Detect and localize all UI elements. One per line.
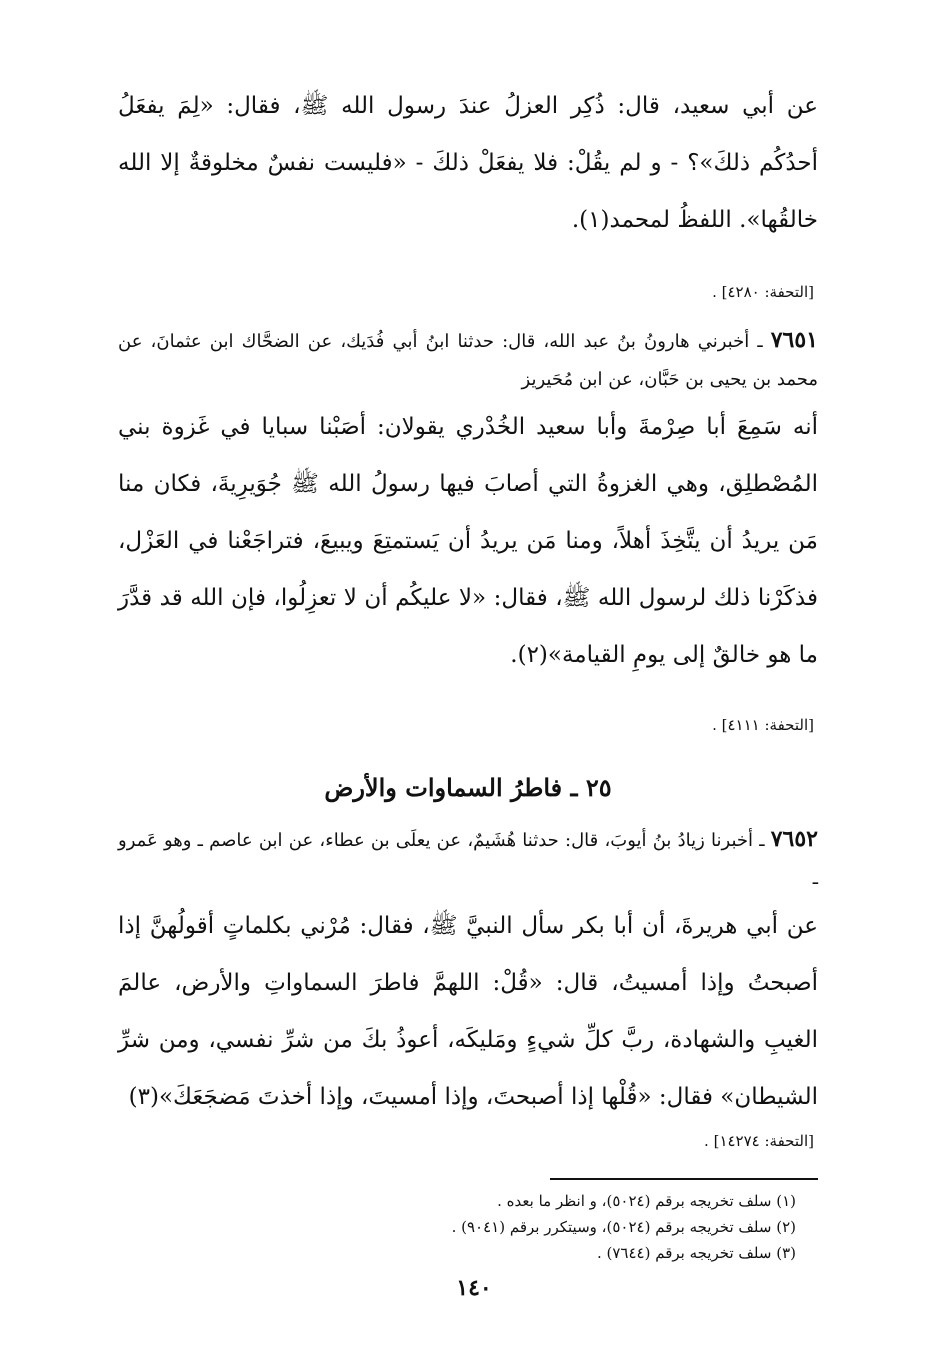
hadith-number-7652: ٧٦٥٢ <box>770 826 818 852</box>
hadith-text-1: عن أبي سعيد، قال: ذُكِر العزلُ عندَ رسول الله ﷺ، فقال: «لِمَ يفعَلُ أحدُكُم ذلكَ»؟ - و لم يقُلْ: فلا يفعَلْ ذلكَ - «فليست نفسٌ مخلوقةٌ إلا الله خالقُها». اللفظُ لمحمد(١). <box>118 93 818 233</box>
isnad-7651 <box>118 321 818 399</box>
footnote-divider <box>550 1178 818 1180</box>
hadith-text-7651: أنه سَمِعَ أبا صِرْمةَ وأبا سعيد الخُدْري يقولان: أصَبْنا سبايا في غَزوة بني المُصْطلِق، وهي الغزوةُ التي أصابَ فيها رسولُ الله ﷺ جُوَيرِيةَ، فكان منا مَن يريدُ أن يتَّخِذَ أهلاً، ومنا مَن يريدُ أن يَستمتِعَ ويبيعَ، فتراجَعْنا في العَزْل، فذكَرْنا ذلك لرسول الله ﷺ، فقال: «لا عليكُم أن لا تعزِلُوا، فإن الله قد قدَّرَ ما هو خالقٌ إلى يومِ القيامة»(٢). <box>118 414 818 668</box>
isnad-7652 <box>118 820 818 898</box>
footnote-3: (٣) سلف تخريجه برقم (٧٦٤٤) . <box>596 1244 796 1262</box>
footnote-2: (٢) سلف تخريجه برقم (٥٠٢٤)، وسيتكرر برقم (٩٠٤١) . <box>451 1218 796 1236</box>
tuhfa-reference-1: [التحفة: ٤٢٨٠] . <box>712 283 814 301</box>
tuhfa-reference-2: [التحفة: ٤١١١] . <box>712 716 814 734</box>
hadith-number-7651: ٧٦٥١ <box>770 327 818 353</box>
hadith-text-7652: عن أبي هريرةَ، أن أبا بكر سأل النبيَّ ﷺ، فقال: مُرْني بكلماتٍ أقولُهنَّ إذا أصبحتُ وإذا أمسيتُ، قال: «قُلْ: اللهمَّ فاطرَ السماواتِ والأرض، عالمَ الغيبِ والشهادة، ربَّ كلِّ شيءٍ ومَليكَه، أعوذُ بكَ من شرِّ نفسي، ومن شرِّ الشيطان» فقال: «قُلْها إذا أصبحتَ، وإذا أمسيتَ، وإذا أخذتَ مَضجَعَكَ»(٣) <box>118 913 818 1110</box>
isnad-text-7652: ـ أخبرنا زيادُ بنُ أيوبَ، قال: حدثنا هُشَيمٌ، عن يعلَى بن عطاء، عن ابن عاصم ـ وهو عَمرو ـ <box>118 830 818 889</box>
tuhfa-reference-3: [التحفة: ١٤٢٧٤] . <box>704 1132 814 1150</box>
page-number: ١٤٠ <box>456 1275 492 1301</box>
footnote-1: (١) سلف تخريجه برقم (٥٠٢٤)، و انظر ما بعده . <box>497 1192 796 1210</box>
isnad-text-7651: ـ أخبرني هارونُ بنُ عبد الله، قال: حدثنا ابنُ أبي فُدَيك، عن الضحَّاك ابن عثمانَ، عن محمد بن يحيى بن حَبَّان، عن ابن مُحَيريز <box>118 331 818 390</box>
section-heading: ٢٥ ـ فاطرُ السماوات والأرض <box>324 773 612 802</box>
